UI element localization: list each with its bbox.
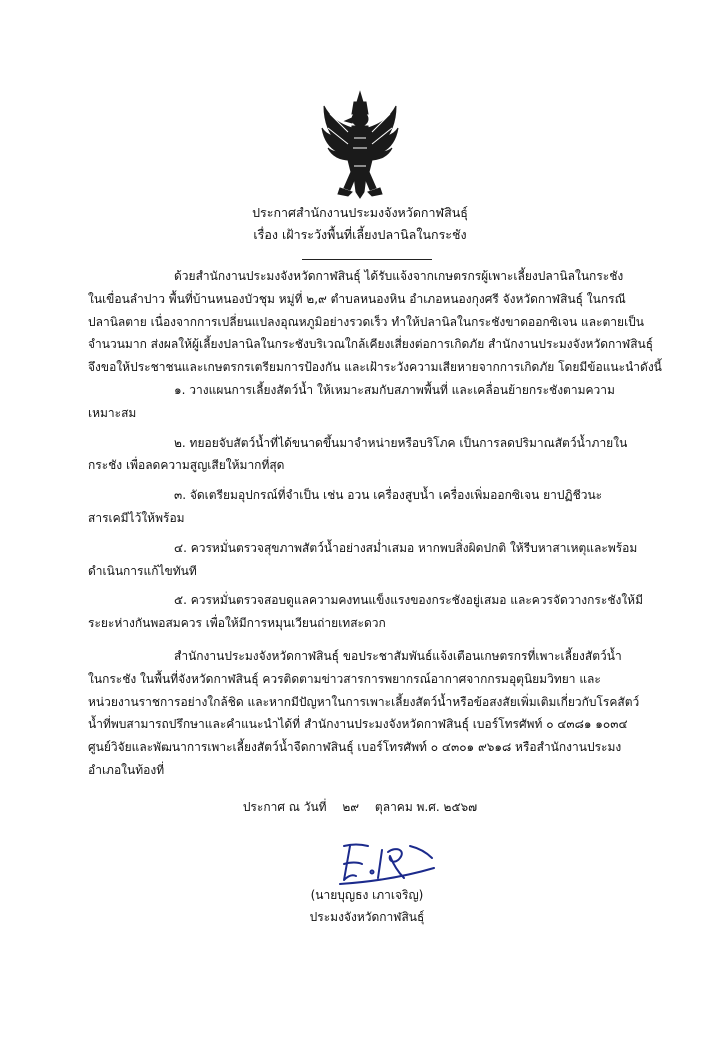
advice-item-4-cont: ดำเนินการแก้ไขทันที bbox=[88, 563, 197, 578]
date-month-year: ตุลาคม พ.ศ. ๒๕๖๗ bbox=[374, 800, 478, 814]
advice-item-5: ๕. ควรหมั่นตรวจสอบดูแลความคงทนแข็งแรงของกระชังอยู่เสมอ และควรจัดวางกระชังให้มี bbox=[174, 593, 644, 608]
date-day: ๒๙ bbox=[342, 800, 360, 814]
advice-item-1: ๑. วางแผนการเลี้ยงสัตว์น้ำ ให้เหมาะสมกับสภาพพื้นที่ และเคลื่อนย้ายกระชังตามความ bbox=[174, 382, 615, 397]
announcement-body bbox=[88, 265, 662, 782]
closing-line: ในกระชัง ในพื้นที่จังหวัดกาฬสินธุ์ ควรติดตามข่าวสารการพยากรณ์อากาศจากกรมอุตุนิยมวิทยา และ bbox=[88, 671, 601, 686]
signer-position: ประมงจังหวัดกาฬสินธุ์ bbox=[309, 910, 425, 924]
advice-item-3: ๓. จัดเตรียมอุปกรณ์ที่จำเป็น เช่น อวน เครื่องสูบน้ำ เครื่องเพิ่มออกซิเจน ยาปฏิชีวนะ bbox=[174, 488, 603, 503]
advice-item-1-cont: เหมาะสม bbox=[88, 405, 137, 420]
announcement-date bbox=[0, 798, 720, 816]
intro-line: ปลานิลตาย เนื่องจากการเปลี่ยนแปลงอุณหภูมิอย่างรวดเร็ว ทำให้ปลานิลในกระชังขาดออกซิเจน และตายเป็น bbox=[88, 314, 644, 329]
header-divider bbox=[302, 259, 432, 260]
advice-item-5-cont: ระยะห่างกันพอสมควร เพื่อให้มีการหมุนเวียนถ่ายเทสะดวก bbox=[88, 616, 386, 631]
handwritten-signature bbox=[330, 838, 440, 890]
advice-item-4: ๔. ควรหมั่นตรวจสุขภาพสัตว์น้ำอย่างสม่ำเสมอ หากพบสิ่งผิดปกติ ให้รีบหาสาเหตุและพร้อม bbox=[174, 540, 638, 555]
closing-line: สำนักงานประมงจังหวัดกาฬสินธุ์ ขอประชาสัมพันธ์แจ้งเตือนเกษตรกรที่เพาะเลี้ยงสัตว์น้ำ bbox=[174, 648, 622, 663]
intro-line: ด้วยสำนักงานประมงจังหวัดกาฬสินธุ์ ได้รับแจ้งจากเกษตรกรผู้เพาะเลี้ยงปลานิลในกระชัง bbox=[174, 269, 624, 283]
intro-line: จำนวนมาก ส่งผลให้ผู้เลี้ยงปลานิลในกระชังบริเวณใกล้เคียงเสี่ยงต่อการเกิดภัย สำนักงานประมงจังหวัดกาฬสินธุ์ bbox=[88, 337, 654, 352]
intro-line: จึงขอให้ประชาชนและเกษตรกรเตรียมการป้องกัน และเฝ้าระวังความเสียหายจากการเกิดภัย โดยมีข้อแนะนำดังนี้ bbox=[88, 360, 662, 375]
announcement-title: ประกาศสำนักงานประมงจังหวัดกาฬสินธุ์ bbox=[252, 205, 468, 220]
intro-line: ในเขื่อนลำปาว พื้นที่บ้านหนองบัวชุม หมู่ที่ ๒,๙ ตำบลหนองหิน อำเภอหนองกุงศรี จังหวัดกาฬสินธุ์ ในกรณี bbox=[88, 291, 626, 306]
date-prefix: ประกาศ ณ วันที่ bbox=[242, 800, 327, 814]
closing-line: อำเภอในท้องที่ bbox=[88, 762, 165, 777]
advice-item-2: ๒. ทยอยจับสัตว์น้ำที่ได้ขนาดขึ้นมาจำหน่ายหรือบริโภค เป็นการลดปริมาณสัตว์น้ำภายใน bbox=[174, 435, 628, 450]
garuda-emblem-icon bbox=[318, 88, 402, 200]
advice-item-2-cont: กระชัง เพื่อลดความสูญเสียให้มากที่สุด bbox=[88, 458, 285, 473]
signer-name: (นายบุญธง เภาเจริญ) bbox=[310, 888, 424, 902]
closing-line: หน่วยงานราชการอย่างใกล้ชิด และหากมีปัญหาในการเพาะเลี้ยงสัตว์น้ำหรือข้อสงสัยเพิ่มเติมเกี่ยวกับโรคสัตว์ bbox=[88, 694, 640, 709]
announcement-subject: เรื่อง เฝ้าระวังพื้นที่เลี้ยงปลานิลในกระชัง bbox=[253, 227, 467, 242]
advice-item-3-cont: สารเคมีไว้ให้พร้อม bbox=[88, 510, 185, 525]
closing-line: ศูนย์วิจัยและพัฒนาการเพาะเลี้ยงสัตว์น้ำจืดกาฬสินธุ์ เบอร์โทรศัพท์ ๐ ๔๓๐๑ ๙๖๑๘ หรือสำนักงานประมง bbox=[88, 740, 622, 755]
closing-line: น้ำที่พบสามารถปรึกษาและคำแนะนำได้ที่ สำนักงานประมงจังหวัดกาฬสินธุ์ เบอร์โทรศัพท์ ๐ ๔๓๘๑ ๑๐๓๔ bbox=[88, 717, 628, 732]
